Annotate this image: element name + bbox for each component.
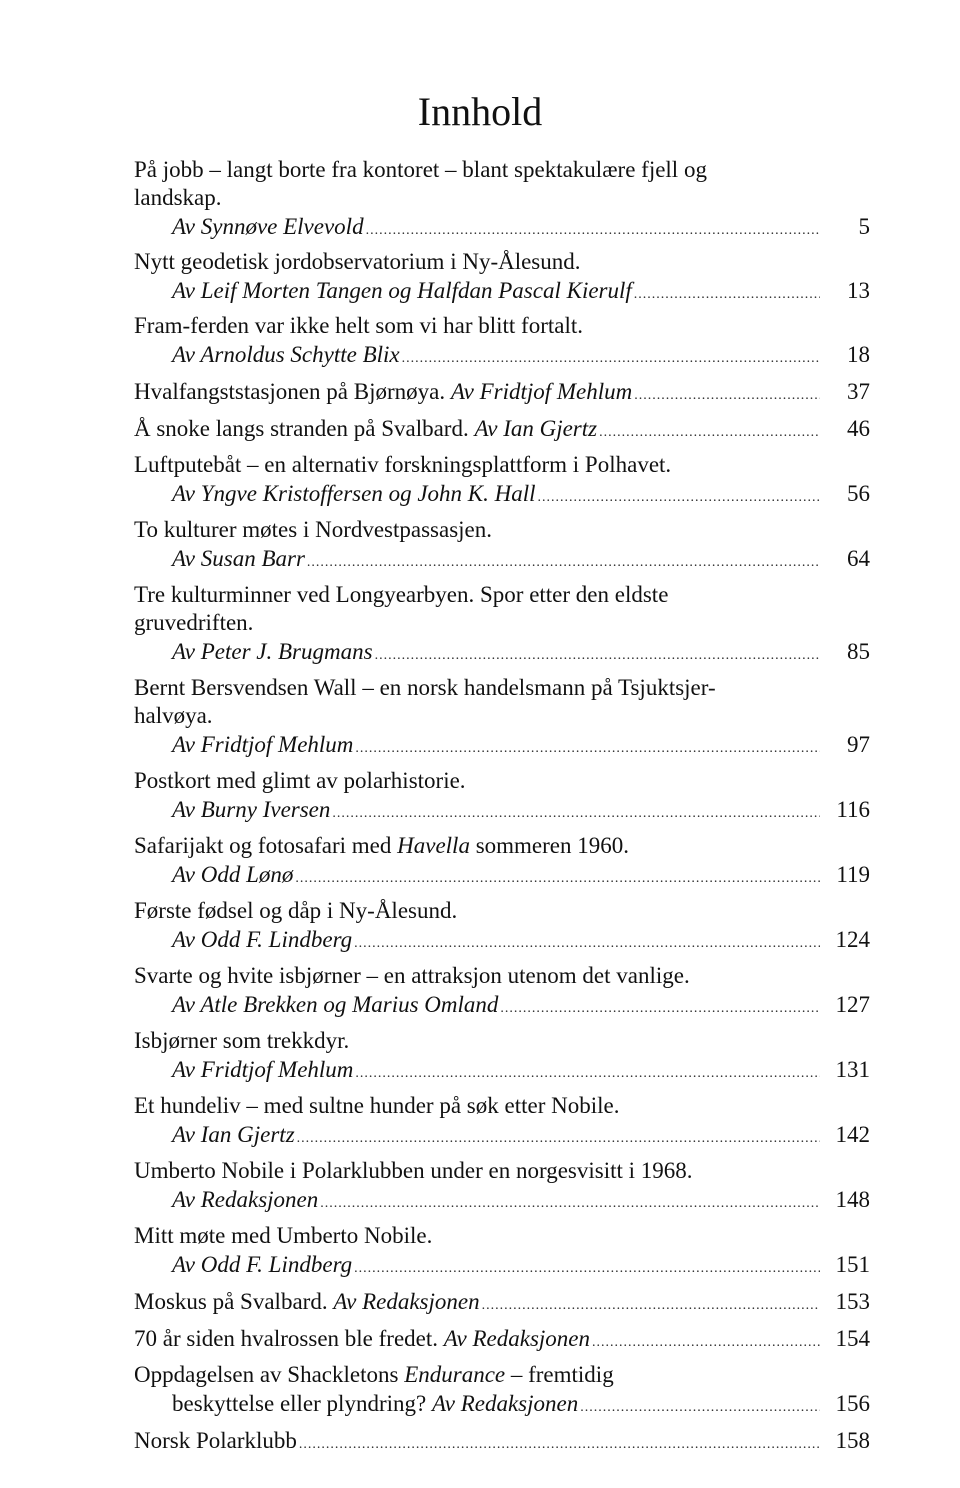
toc-entry — [134, 1287, 870, 1321]
entry-page-number: 148 — [835, 1187, 870, 1212]
entry-title-continued: beskyttelse eller plyndring? — [172, 1391, 427, 1416]
entry-author: Av Leif Morten Tangen og Halfdan Pascal Kierulf — [172, 278, 632, 303]
entry-page-number: 142 — [835, 1122, 870, 1147]
entry-page-number: 85 — [847, 639, 870, 664]
toc-entry — [134, 1426, 870, 1460]
entry-title: Tre kulturminner ved Longyearbyen. Spor etter den eldste — [134, 582, 669, 607]
entry-title-part: Safarijakt og fotosafari med — [134, 833, 398, 858]
entry-title: Fram-ferden var ikke helt som vi har blitt fortalt. — [134, 313, 584, 338]
entry-title-part: – fremtidig — [505, 1362, 614, 1387]
leader-dots — [500, 994, 820, 1024]
entry-title: Moskus på Svalbard. — [134, 1289, 328, 1314]
leader-dots — [355, 734, 820, 764]
leader-dots — [355, 1059, 820, 1089]
toc-entry — [134, 767, 870, 829]
entry-page-number: 119 — [836, 862, 870, 887]
toc-entry — [134, 832, 870, 894]
entry-author: Av Ian Gjertz — [172, 1122, 295, 1147]
table-of-contents — [134, 156, 870, 1460]
entry-author: Av Redaksjonen — [431, 1391, 579, 1416]
entry-author: Av Ian Gjertz — [474, 416, 598, 441]
toc-entry — [134, 674, 870, 764]
entry-title: På jobb – langt borte fra kontoret – blant spektakulære fjell og — [134, 157, 707, 182]
entry-title-continued: landskap. — [134, 185, 222, 210]
entry-title: To kulturer møtes i Nordvestpassasjen. — [134, 517, 493, 542]
leader-dots — [297, 1124, 820, 1154]
entry-author: Av Odd F. Lindberg — [172, 1252, 353, 1277]
leader-dots — [354, 929, 820, 959]
entry-author: Av Yngve Kristoffersen og John K. Hall — [172, 481, 536, 506]
toc-entry — [134, 451, 870, 513]
entry-page-number: 131 — [835, 1057, 870, 1082]
leader-dots — [299, 1430, 820, 1460]
leader-dots — [599, 418, 820, 448]
entry-page-number: 156 — [835, 1391, 870, 1416]
toc-entry — [134, 377, 870, 411]
leader-dots — [295, 864, 820, 894]
entry-page-number: 116 — [836, 797, 870, 822]
entry-page-number: 151 — [835, 1252, 870, 1277]
entry-title: Svarte og hvite isbjørner – en attraksjon utenom det vanlige. — [134, 963, 690, 988]
leader-dots — [634, 381, 820, 411]
entry-page-number: 124 — [835, 927, 870, 952]
entry-page-number: 5 — [858, 214, 870, 239]
entry-title: Et hundeliv – med sultne hunder på søk etter Nobile. — [134, 1093, 620, 1118]
entry-title-continued: gruvedriften. — [134, 610, 254, 635]
toc-entry — [134, 248, 870, 310]
entry-title-emphasis: Endurance — [404, 1362, 506, 1387]
entry-page-number: 154 — [835, 1326, 870, 1351]
entry-author: Av Redaksjonen — [443, 1326, 591, 1351]
leader-dots — [580, 1393, 820, 1423]
toc-entry — [134, 1361, 870, 1423]
entry-page-number: 64 — [847, 546, 870, 571]
entry-title: Hvalfangststasjonen på Bjørnøya. — [134, 379, 446, 404]
toc-entry — [134, 516, 870, 578]
page-title: Innhold — [417, 89, 543, 134]
entry-page-number: 97 — [847, 732, 870, 757]
toc-entry — [134, 962, 870, 1024]
entry-page-number: 127 — [835, 992, 870, 1017]
leader-dots — [402, 344, 820, 374]
toc-entry — [134, 1324, 870, 1358]
entry-title-continued: halvøya. — [134, 703, 213, 728]
toc-entry — [134, 897, 870, 959]
toc-entry — [134, 1222, 870, 1284]
toc-entry — [134, 1027, 870, 1089]
toc-entry — [134, 1157, 870, 1219]
leader-dots — [307, 548, 820, 578]
entry-title: Mitt møte med Umberto Nobile. — [134, 1223, 433, 1248]
entry-author: Av Fridtjof Mehlum — [172, 1057, 354, 1082]
leader-dots — [320, 1189, 820, 1219]
entry-author: Av Redaksjonen — [333, 1289, 480, 1314]
toc-entry — [134, 156, 870, 246]
entry-title: Luftputebåt – en alternativ forskningsplattform i Polhavet. — [134, 452, 672, 477]
entry-title: Nytt geodetisk jordobservatorium i Ny-Ålesund. — [134, 249, 581, 274]
leader-dots — [538, 483, 820, 513]
leader-dots — [354, 1254, 820, 1284]
toc-entry — [134, 414, 870, 448]
toc-entry — [134, 581, 870, 671]
entry-author: Av Fridtjof Mehlum — [172, 732, 354, 757]
entry-author: Av Susan Barr — [172, 546, 305, 571]
leader-dots — [592, 1328, 820, 1358]
entry-title-part: sommeren 1960. — [469, 833, 630, 858]
entry-title: 70 år siden hvalrossen ble fredet. — [134, 1326, 439, 1351]
entry-author: Av Synnøve Elvevold — [172, 214, 364, 239]
entry-author: Av Odd Lønø — [172, 862, 294, 887]
entry-title: Å snoke langs stranden på Svalbard. — [134, 416, 469, 441]
entry-page-number: 56 — [847, 481, 870, 506]
toc-entry — [134, 312, 870, 374]
leader-dots — [482, 1291, 820, 1321]
entry-title: Isbjørner som trekkdyr. — [134, 1028, 350, 1053]
leader-dots — [366, 216, 820, 246]
entry-author: Av Fridtjof Mehlum — [450, 379, 633, 404]
entry-author: Av Burny Iversen — [172, 797, 331, 822]
entry-title — [134, 832, 870, 860]
toc-entry — [134, 1092, 870, 1154]
entry-title-emphasis: Havella — [397, 833, 470, 858]
entry-title: Umberto Nobile i Polarklubben under en norgesvisitt i 1968. — [134, 1158, 693, 1183]
leader-dots — [634, 280, 820, 310]
entry-author: Av Redaksjonen — [172, 1187, 319, 1212]
entry-title-part: Oppdagelsen av Shackletons — [134, 1362, 405, 1387]
entry-page-number: 153 — [835, 1289, 870, 1314]
entry-title: Norsk Polarklubb — [134, 1428, 297, 1453]
entry-page-number: 18 — [847, 342, 870, 367]
entry-title: Postkort med glimt av polarhistorie. — [134, 768, 466, 793]
entry-title: Første fødsel og dåp i Ny-Ålesund. — [134, 898, 458, 923]
leader-dots — [375, 641, 820, 671]
entry-author: Av Peter J. Brugmans — [172, 639, 373, 664]
entry-page-number: 46 — [847, 416, 870, 441]
entry-page-number: 158 — [835, 1428, 870, 1453]
leader-dots — [332, 799, 820, 829]
entry-author: Av Odd F. Lindberg — [172, 927, 353, 952]
entry-title: Bernt Bersvendsen Wall – en norsk handelsmann på Tsjuktsjer- — [134, 675, 716, 700]
entry-title — [134, 1361, 870, 1389]
entry-page-number: 37 — [847, 379, 870, 404]
entry-author: Av Arnoldus Schytte Blix — [172, 342, 400, 367]
entry-page-number: 13 — [847, 278, 870, 303]
entry-author: Av Atle Brekken og Marius Omland — [172, 992, 499, 1017]
